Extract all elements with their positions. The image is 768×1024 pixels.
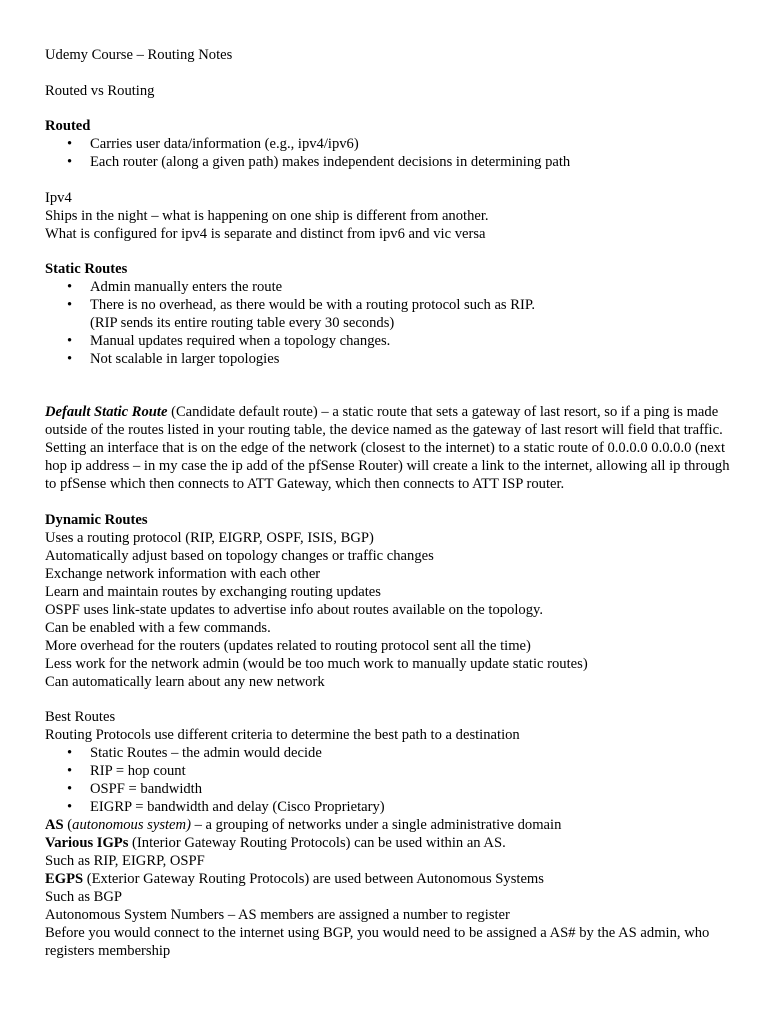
ipv4-heading: Ipv4 [45, 189, 72, 206]
bullet-icon: • [67, 297, 73, 313]
default-static-paragraph-2: Setting an interface that is on the edge of the network (closest to the internet) to a static route of 0.0.0.0 0.0.0.0 (next hop ip address – in my case the ip add of the pfSense Router) will create a link to the internet, allowing all ip through to pfSense which then connects to ATT Gateway, which then connects to ATT ISP router. [45, 440, 730, 492]
list-item: • Admin manually enters the route [67, 279, 283, 295]
best-routes-list [45, 744, 735, 816]
list-item: • Manual updates required when a topology changes. [67, 333, 391, 349]
bullet-icon: • [67, 745, 73, 761]
list-item: • EIGRP = bandwidth and delay (Cisco Proprietary) [67, 799, 385, 815]
asn-line: Autonomous System Numbers – AS members are assigned a number to register [45, 907, 510, 923]
igp-examples: Such as RIP, EIGRP, OSPF [45, 853, 205, 869]
dynamic-routes-line: Less work for the network admin (would be too much work to manually update static routes) [45, 655, 588, 672]
list-item: • RIP = hop count [67, 763, 186, 779]
ipv4-line: Ships in the night – what is happening on one ship is different from another. [45, 207, 489, 224]
list-item: • Static Routes – the admin would decide [67, 745, 322, 761]
bullet-icon: • [67, 351, 73, 367]
egp-examples: Such as BGP [45, 889, 123, 905]
doc-subtitle: Routed vs Routing [45, 82, 155, 99]
doc-title: Udemy Course – Routing Notes [45, 47, 233, 63]
best-routes-intro: Routing Protocols use different criteria to determine the best path to a destination [45, 727, 520, 743]
dynamic-routes-line: Automatically adjust based on topology changes or traffic changes [45, 547, 434, 564]
dynamic-routes-line: Exchange network information with each other [45, 565, 321, 582]
as-definition: AS (autonomous system) – a grouping of networks under a single administrative domain [45, 817, 562, 833]
static-routes-continuation: (RIP sends its entire routing table every 30 seconds) [90, 315, 395, 331]
list-item: • Each router (along a given path) makes independent decisions in determining path [67, 154, 571, 170]
document-page [45, 46, 735, 960]
routed-list [45, 135, 735, 171]
routed-heading: Routed [45, 118, 91, 134]
bgp-note: Before you would connect to the internet using BGP, you would need to be assigned a AS# by the AS admin, who registers membership [45, 925, 710, 959]
bullet-icon: • [67, 799, 73, 815]
list-item: • There is no overhead, as there would be with a routing protocol such as RIP. [67, 297, 536, 313]
static-routes-heading: Static Routes [45, 261, 128, 277]
bullet-icon: • [67, 279, 73, 295]
list-item: • Carries user data/information (e.g., ipv4/ipv6) [67, 136, 359, 152]
igp-definition: Various IGPs (Interior Gateway Routing Protocols) can be used within an AS. [45, 835, 506, 851]
bullet-icon: • [67, 154, 73, 170]
bullet-icon: • [67, 763, 73, 779]
bullet-icon: • [67, 136, 73, 152]
ipv4-line: What is configured for ipv4 is separate and distinct from ipv6 and vic versa [45, 225, 486, 242]
egp-definition: EGPS (Exterior Gateway Routing Protocols) are used between Autonomous Systems [45, 871, 544, 887]
dynamic-routes-line: Can be enabled with a few commands. [45, 619, 271, 636]
bullet-icon: • [67, 781, 73, 797]
default-static-paragraph: Default Static Route (Candidate default route) – a static route that sets a gateway of last resort, so if a ping is made outside of the routes listed in your routing table, the device named as the gateway of last resort will field that traffic. [45, 404, 723, 438]
dynamic-routes-line: Uses a routing protocol (RIP, EIGRP, OSPF, ISIS, BGP) [45, 529, 374, 546]
dynamic-routes-line: Learn and maintain routes by exchanging routing updates [45, 583, 381, 600]
dynamic-routes-line: Can automatically learn about any new network [45, 673, 325, 690]
dynamic-routes-line: OSPF uses link-state updates to advertise info about routes available on the topology. [45, 601, 543, 618]
dynamic-routes-line: More overhead for the routers (updates related to routing protocol sent all the time) [45, 637, 531, 654]
list-item: • Not scalable in larger topologies [67, 351, 280, 367]
static-routes-list-cont [45, 332, 735, 368]
bullet-icon: • [67, 333, 73, 349]
list-item: • OSPF = bandwidth [67, 781, 203, 797]
static-routes-list [45, 278, 735, 314]
best-routes-heading: Best Routes [45, 709, 116, 725]
dynamic-routes-heading: Dynamic Routes [45, 511, 148, 528]
